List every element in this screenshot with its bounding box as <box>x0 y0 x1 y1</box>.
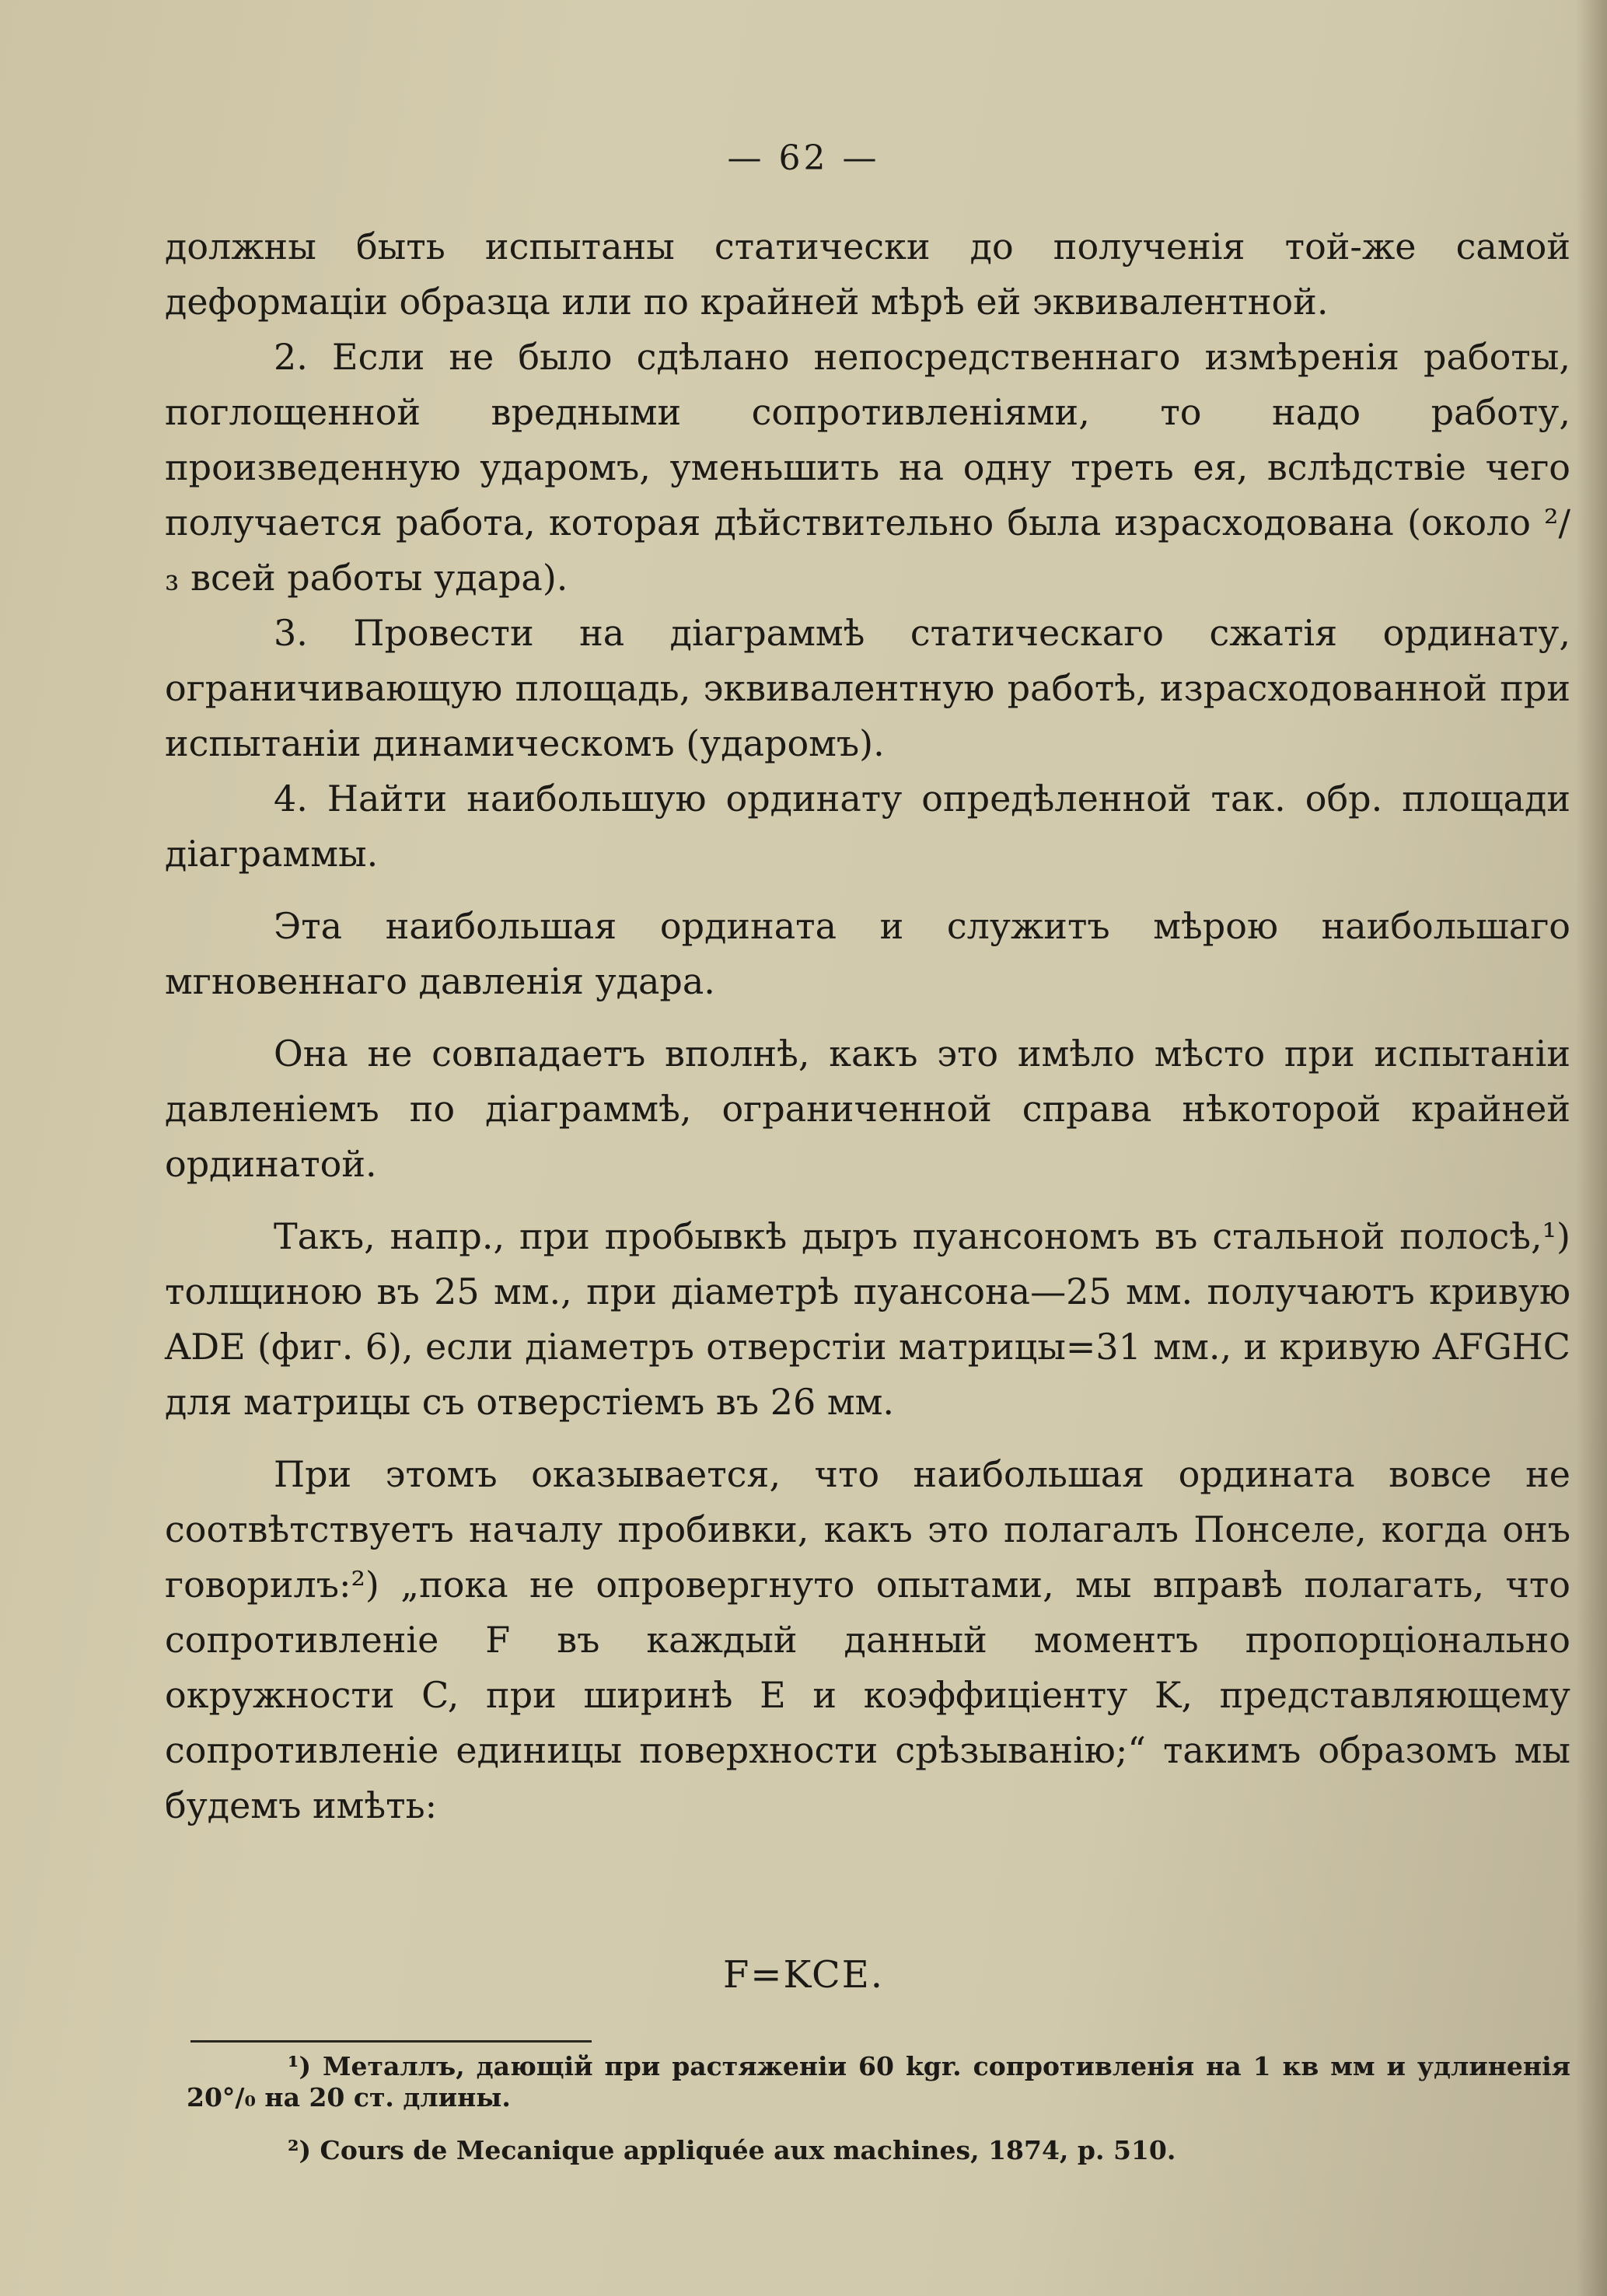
formula: F=KCE. <box>722 1953 885 1997</box>
paragraph-item-2: 2. Если не было сдѣлано непосредственнаго измѣренія работы, поглощенной вредными сопротивленіями, то надо работу, произведенную ударомъ, уменьшить на одну треть ея, вслѣдствіе чего получается работа, которая дѣйствительно была израсходована (около ²/₃ всей работы удара). <box>165 336 1570 599</box>
footnote-divider <box>190 2040 592 2043</box>
page-number: — 62 — <box>727 138 880 178</box>
paragraph-continuation: должны быть испытаны статически до полученія той-же самой деформаціи образца или по крайней мѣрѣ ей эквивалентной. <box>165 225 1570 323</box>
paragraph-item-4: 4. Найти наибольшую ординату опредѣленной так. обр. площади діаграммы. <box>165 778 1570 875</box>
paragraph-item-3: 3. Провести на діаграммѣ статическаго сжатія ординату, ограничивающую площадь, эквивалентную работѣ, израсходованной при испытаніи динамическомъ (ударомъ). <box>165 612 1570 764</box>
body-text <box>165 219 1570 1833</box>
footnote-1: ¹) Металлъ, дающій при растяженіи 60 kgr. сопротивленія на 1 кв мм и удлиненія 20°/₀ на 20 ст. длины. <box>187 2051 1570 2113</box>
paragraph-max-ordinate: Эта наибольшая ордината и служитъ мѣрою наибольшаго мгновеннаго давленія удара. <box>165 905 1570 1002</box>
footnotes <box>187 2051 1570 2166</box>
paragraph-punching-example: Такъ, напр., при пробывкѣ дыръ пуансономъ въ стальной полосѣ,¹) толщиною въ 25 мм., при діаметрѣ пуансона—25 мм. получаютъ кривую ADE (фиг. 6), если діаметръ отверстіи матрицы=31 мм., и кривую AFGHC для матрицы съ отверстіемъ въ 26 мм. <box>165 1215 1570 1423</box>
footnote-2: ²) Cours de Mecanique appliquée aux machines, 1874, p. 510. <box>288 2135 1176 2165</box>
paragraph-not-coincide: Она не совпадаетъ вполнѣ, какъ это имѣло мѣсто при испытаніи давленіемъ по діаграммѣ, ограниченной справа нѣкоторой крайней ординатой. <box>165 1033 1570 1185</box>
page-edge-shadow <box>1576 0 1607 2296</box>
paragraph-poncelet: При этомъ оказывается, что наибольшая ордината вовсе не соотвѣтствуетъ началу пробивки, какъ это полагалъ Понселе, когда онъ говорилъ:²) „пока не опровергнуто опытами, мы вправѣ полагать, что сопротивленіе F въ каждый данный моментъ пропорціонально окружности C, при ширинѣ E и коэффиціенту K, представляющему сопротивленіе единицы поверхности срѣзыванію;“ такимъ образомъ мы будемъ имѣть: <box>165 1453 1570 1826</box>
